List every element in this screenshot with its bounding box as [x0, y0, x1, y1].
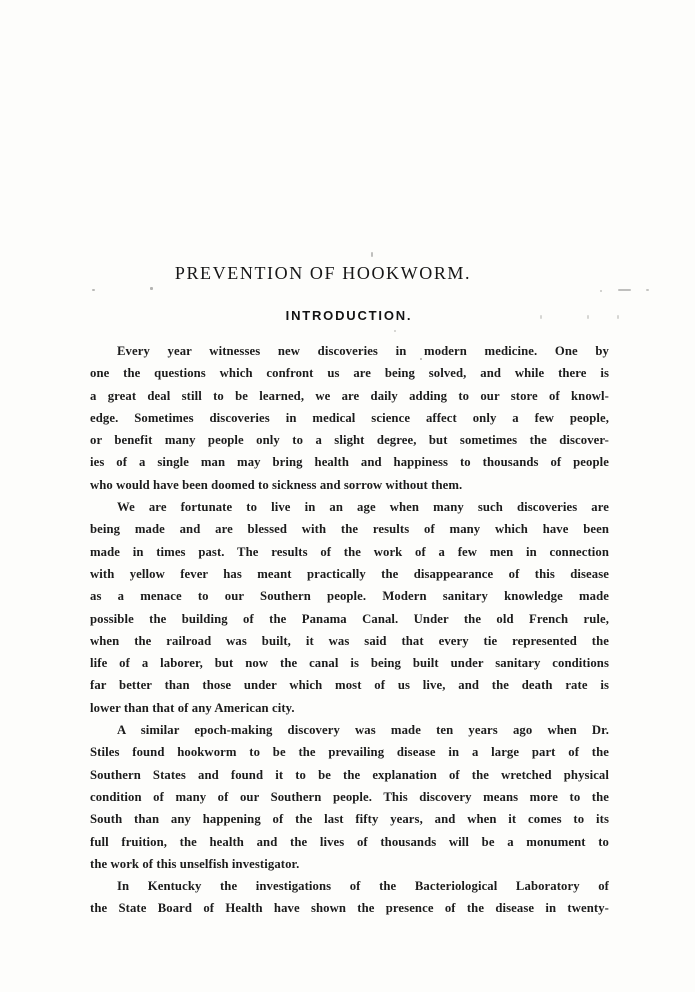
text-line: Stiles found hookworm to be the prevailing disease in a large part of the — [90, 745, 609, 760]
text-line: lower than that of any American city. — [90, 700, 295, 715]
text-line: life of a laborer, but now the canal is being built under sanitary conditions — [90, 656, 609, 671]
body-text — [90, 340, 609, 920]
text-line: made in times past. The results of the work of a few men in connection — [90, 544, 609, 559]
text-line: one the questions which confront us are being solved, and while there is — [90, 366, 609, 381]
text-line: We are fortunate to live in an age when many such discoveries are — [117, 500, 609, 515]
text-line: Every year witnesses new discoveries in modern medicine. One by — [117, 344, 609, 358]
text-line: with yellow fever has meant practically the disappearance of this disease — [90, 566, 609, 581]
text-line: or benefit many people only to a slight degree, but sometimes the discover- — [90, 433, 609, 448]
scan-artifact — [618, 289, 631, 291]
scan-artifact — [646, 289, 649, 291]
scan-artifact — [371, 252, 373, 257]
text-line: when the railroad was built, it was said that every tie represented the — [90, 633, 609, 648]
scan-artifact — [600, 290, 602, 292]
text-line: far better than those under which most of us live, and the death rate is — [90, 678, 609, 693]
scan-artifact — [92, 289, 95, 291]
document-title: PREVENTION OF HOOKWORM. — [174, 263, 472, 283]
section-heading: INTRODUCTION. — [285, 308, 413, 323]
text-line: the State Board of Health have shown the presence of the disease in twenty- — [90, 901, 609, 916]
text-line: the work of this unselfish investigator. — [90, 856, 300, 871]
text-line: a great deal still to be learned, we are daily adding to our store of knowl- — [90, 388, 609, 403]
text-line: South than any happening of the last fifty years, and when it comes to its — [90, 812, 609, 827]
text-line: condition of many of our Southern people. This discovery means more to the — [90, 789, 609, 804]
scan-artifact — [617, 315, 619, 319]
scan-artifact — [150, 287, 153, 290]
text-line: as a menace to our Southern people. Modern sanitary knowledge made — [90, 589, 609, 604]
text-line: A similar epoch-making discovery was made ten years ago when Dr. — [117, 723, 609, 738]
text-line: who would have been doomed to sickness and sorrow without them. — [90, 477, 463, 492]
text-line: full fruition, the health and the lives of thousands will be a monument to — [90, 834, 609, 849]
text-line: ies of a single man may bring health and happiness to thousands of people — [90, 455, 609, 470]
text-line: In Kentucky the investigations of the Bacteriological Laboratory of — [117, 879, 609, 894]
text-line: edge. Sometimes discoveries in medical science affect only a few people, — [90, 410, 609, 425]
text-line: Southern States and found it to be the explanation of the wretched physical — [90, 767, 609, 782]
scan-artifact — [394, 330, 396, 332]
text-line: being made and are blessed with the results of many which have been — [90, 522, 609, 537]
text-line: possible the building of the Panama Canal. Under the old French rule, — [90, 611, 609, 626]
